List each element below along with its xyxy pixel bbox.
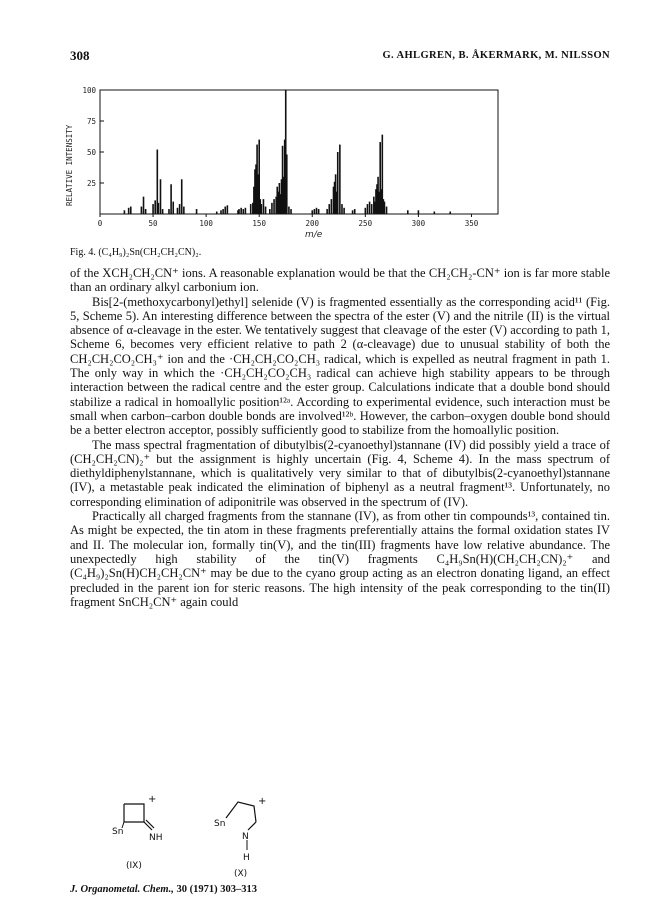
x-tick-label-6: 300	[411, 219, 426, 228]
running-head: G. AHLGREN, B. ÅKERMARK, M. NILSSON	[382, 50, 610, 61]
journal-footer	[70, 884, 257, 895]
x-charge: +	[258, 796, 267, 807]
x-axis-label: m/e	[305, 230, 323, 240]
mass-spectrum-chart	[62, 78, 522, 240]
figure-caption: Fig. 4. (C₄H₉)₂Sn(CH₂CH₂CN)₂.	[70, 247, 202, 258]
x-tick-label-3: 150	[252, 219, 266, 228]
ix-charge: +	[148, 794, 157, 805]
structure-x	[214, 796, 266, 879]
x-n: N	[242, 832, 249, 842]
ix-sn: Sn	[112, 827, 124, 837]
y-tick-label-3: 100	[82, 86, 96, 95]
x-tick-label-7: 350	[464, 219, 479, 228]
paragraph-1: of the XCH₂CH₂CN⁺ ions. A reasonable explanation would be that the CH₂CH₂-CN⁺ ion is far more stable than an ordinary alkyl carbonium ion.	[70, 266, 610, 295]
ix-nh: NH	[149, 833, 163, 843]
structure-ix	[112, 794, 163, 871]
x-sn: Sn	[214, 819, 226, 829]
paragraph-3: The mass spectral fragmentation of dibutylbis(2-cyanoethyl)stannane (IV) did possibly yield a trace of (CH₂CH₂CN)₂⁺ but the assignment is highly uncertain (Fig. 4, Scheme 4). In the mass spectrum of diethyldiphenylstannane, which is qualitatively very similar to that of dibutylbis(2-cyanoethyl)stannane (IV), a metastable peak indicated the elimination of biphenyl as a neutral fragment¹³. Unfortunately, no corresponding elimination of adiponitrile was observed in the spectrum of (IV).	[70, 437, 610, 509]
y-tick-label-2: 75	[86, 117, 96, 126]
chart-peaks	[124, 90, 450, 214]
chemical-structures	[100, 790, 340, 880]
x-h: H	[243, 853, 250, 863]
journal-citation: 30 (1971) 303–313	[176, 884, 257, 895]
x-tick-label-2: 100	[199, 219, 213, 228]
ix-label: (IX)	[126, 861, 142, 871]
paragraph-4: Practically all charged fragments from the stannane (IV), as from other tin compounds¹³, contained tin. As might be expected, the tin atom in these fragments preferentially attains the formal oxidation states IV and II. The molecular ion, formally tin(V), and the tin(III) fragments have low relative abundance. The unexpectedly high stability of the tin(V) fragments C₄H₉Sn(H)(CH₂CH₂CN)₂⁺ and (C₄H₉)₂Sn(H)CH₂CH₂CN⁺ may be due to the cyano group acting as an electron donating ligand, an effect precluded in the parent ion for steric reasons. The high intensity of the peak corresponding to the tin(II) fragment SnCH₂CN⁺ again could	[70, 509, 610, 609]
body-text	[70, 266, 610, 609]
y-axis-label: RELATIVE INTENSITY	[65, 124, 74, 206]
y-tick-label-0: 25	[86, 179, 96, 188]
x-tick-label-1: 50	[148, 219, 158, 228]
paragraph-2: Bis[2-(methoxycarbonyl)ethyl] selenide (V) is fragmented essentially as the corresponding acid¹¹ (Fig. 5, Scheme 5). An interesting difference between the spectra of the ester (V) and the nitrile (II) is the virtual absence of α-cleavage in the ester. We tentatively suggest that cleavage of the ester (V) according to path 1, Scheme 6, becomes very efficient relative to path 2 (α-cleavage) due to unusual stability of both the CH₂CH₂CO₂CH₃⁺ ion and the ·CH₂CH₂CO₂CH₃ radical, which is expelled as neutral fragment in path 1. The only way in which the ·CH₂CH₂CO₂CH₃ radical can achieve high stability appears to be through interaction between the radical centre and the ester group. Calculations indicate that a double bond should stabilize a radical in homoallylic position¹²ᵃ. According to experimental evidence, such interaction must be small when carbon–carbon double bonds are involved¹²ᵇ. However, the carbon–oxygen double bond should be a better electron acceptor, possibly sufficiently good to stabilize from the homoallylic position.	[70, 294, 610, 438]
x-label: (X)	[234, 869, 248, 879]
page-number: 308	[70, 48, 90, 63]
x-tick-label-0: 0	[97, 219, 103, 228]
y-tick-label-1: 50	[86, 148, 96, 157]
journal-name: J. Organometal. Chem.,	[70, 884, 174, 895]
x-tick-label-4: 200	[305, 219, 320, 228]
x-tick-label-5: 250	[358, 219, 373, 228]
